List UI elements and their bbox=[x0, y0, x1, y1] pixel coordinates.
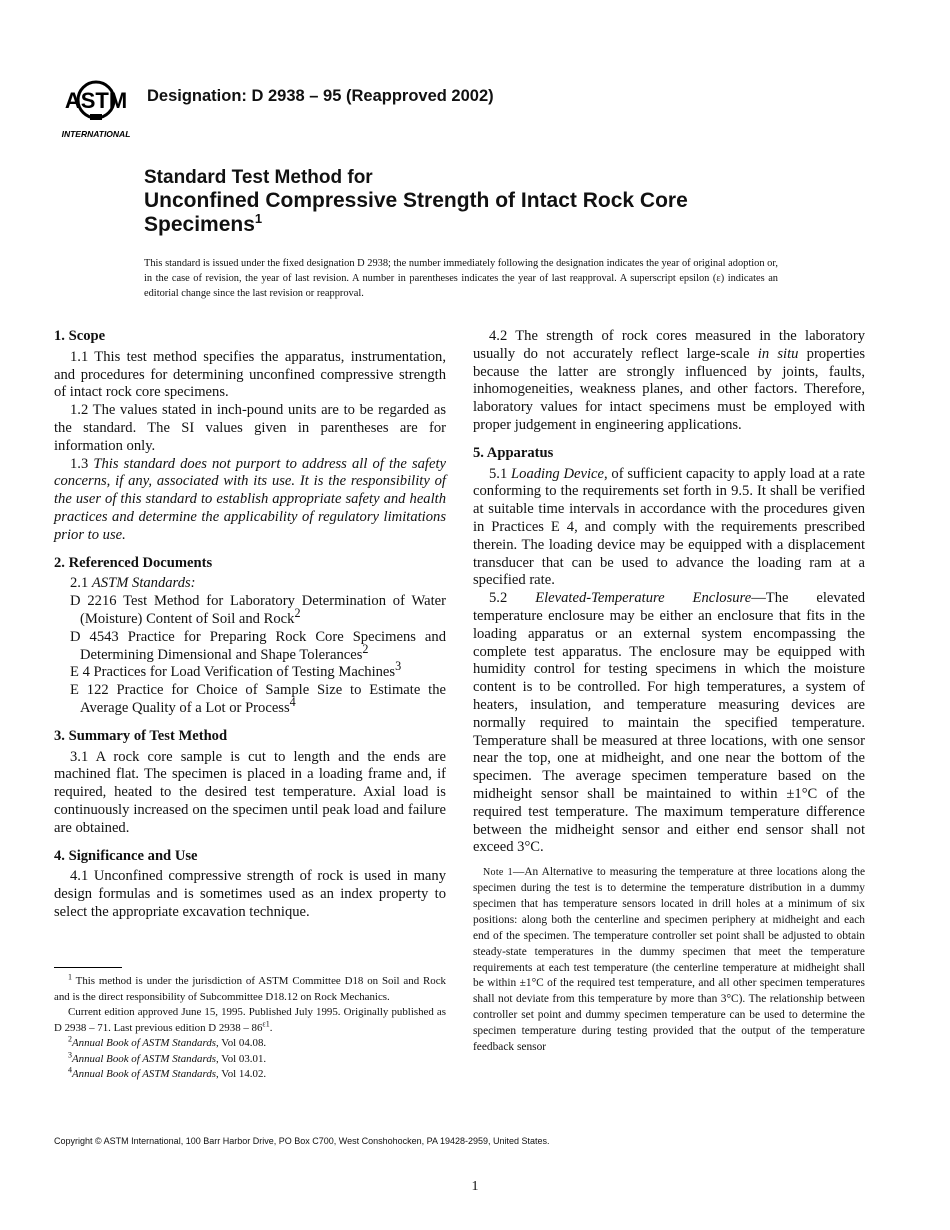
paragraph-1-3 bbox=[54, 456, 446, 545]
title-line-3 bbox=[144, 213, 844, 237]
emphasis: Annual Book of ASTM Standards bbox=[72, 1052, 216, 1065]
reference-item bbox=[54, 593, 446, 629]
paragraph-5-2 bbox=[473, 590, 865, 857]
paragraph-1-2: 1.2 The values stated in inch-pound units are to be regarded as the standard. The SI values given in parentheses are for information only. bbox=[54, 402, 446, 454]
footnote-text: , Vol 03.01. bbox=[216, 1052, 267, 1065]
title-line-1: Standard Test Method for bbox=[144, 167, 373, 188]
footnote-marker: 3 bbox=[68, 1049, 72, 1059]
footnote-marker: ε1 bbox=[262, 1018, 270, 1028]
note-label: Note 1 bbox=[483, 867, 513, 879]
title-block bbox=[144, 167, 844, 237]
emphasis: Elevated-Temperature Enclosure bbox=[535, 590, 752, 607]
paragraph-3-1: 3.1 A rock core sample is cut to length and the ends are machined flat. The specimen is placed in a loading frame and, if required, heated to the desired test temperature. Axial load is continuously increased on the specimen until peak load and failure are obtained. bbox=[54, 748, 446, 836]
reference-text: D 4543 Practice for Preparing Rock Core Specimens and Determining Dimensional and Shape Tolerances bbox=[70, 628, 446, 663]
logo-wordmark: ASTM bbox=[64, 88, 128, 113]
text-run: —The elevated temperature enclosure may be either an enclosure that fits in the loading apparatus or an external system encompassing the complete test apparatus. The enclosure may be equipped with humidity control for testing specimens in which the moisture content is to be controlled. For high temperatures, a system of heaters, insulation, and temperature measuring devices are normally required to maintain the specified temperature. Temperature shall be measured at three locations, with one sensor near the top, one at midheight, and one near the bottom of the specimen. The average specimen temperature based on the midheight sensor shall be maintained to within ±1°C of the required test temperature. The maximum temperature difference between the midheight sensor and either end sensor shall not exceed 3°C. bbox=[473, 590, 866, 856]
left-column bbox=[54, 328, 446, 922]
reference-item bbox=[54, 629, 446, 665]
section-heading-summary: 3. Summary of Test Method bbox=[54, 727, 228, 744]
right-column bbox=[473, 328, 865, 1056]
paragraph-1-1: 1.1 This test method specifies the apparatus, instrumentation, and procedures for determining unconfined compressive strength of intact rock core specimens. bbox=[54, 348, 446, 401]
footnote-ref: 2 bbox=[362, 641, 369, 656]
logo-subtext: INTERNATIONAL bbox=[61, 129, 131, 139]
astm-logo-icon bbox=[57, 74, 135, 142]
page-number: 1 bbox=[471, 1179, 479, 1194]
emphasis: Annual Book of ASTM Standards bbox=[72, 1037, 216, 1049]
text-run: properties because the latter are strongly influenced by joints, faults, inhomogeneities, weakness planes, and other factors. Therefore, laboratory values for intact specimens must be employed with proper judgement in engineering applications. bbox=[473, 345, 865, 433]
paragraph-number: 5.1 bbox=[489, 465, 512, 482]
footnote-text: . bbox=[269, 1021, 273, 1034]
footnotes bbox=[54, 974, 446, 1083]
paragraph-number: 1.3 bbox=[70, 455, 94, 472]
safety-caveat: This standard does not purport to address all of the safety concerns, if any, associated with its use. It is the responsibility of the user of this standard to establish appropriate safety and health practices and determine the applicability of regulatory limitations prior to use. bbox=[54, 455, 446, 543]
designation: Designation: D 2938 – 95 (Reapproved 2002) bbox=[147, 87, 494, 105]
astm-logo bbox=[57, 74, 135, 142]
paragraph-2-1 bbox=[54, 575, 446, 593]
footnote-ref: 2 bbox=[294, 606, 301, 621]
emphasis: in situ bbox=[757, 345, 799, 362]
footnote-1 bbox=[54, 974, 446, 1005]
paragraph-5-1 bbox=[473, 466, 865, 591]
copyright-notice: Copyright © ASTM International, 100 Barr Harbor Drive, PO Box C700, West Conshohocken, PA 19428-2959, United States. bbox=[54, 1136, 550, 1146]
footnote-text: , Vol 14.02. bbox=[216, 1068, 267, 1080]
note-1 bbox=[473, 865, 865, 1056]
paragraph-4-2 bbox=[473, 328, 865, 435]
footnote-marker: 4 bbox=[68, 1065, 72, 1075]
section-heading-referenced-documents: 2. Referenced Documents bbox=[54, 554, 213, 571]
paragraph-number: 5.2 bbox=[489, 590, 536, 607]
section-heading-significance: 4. Significance and Use bbox=[54, 847, 198, 864]
issue-note: This standard is issued under the fixed designation D 2938; the number immediately following the designation indicates the year of original adoption or, in the case of revision, the year of last revision. A number in parentheses indicates the year of last reapproval. A superscript epsilon (ε) indicates an editorial change since the last revision or reapproval. bbox=[144, 258, 778, 299]
footnote-4 bbox=[54, 1067, 446, 1083]
footnote-text: Current edition approved June 15, 1995. Published July 1995. Originally published as D 2938 – 71. Last previous edition D 2938 – 86 bbox=[54, 1006, 446, 1034]
reference-text: E 122 Practice for Choice of Sample Size to Estimate the Average Quality of a Lot or Process bbox=[70, 682, 446, 716]
footnote-divider bbox=[54, 967, 122, 968]
footnote-text: This method is under the jurisdiction of ASTM Committee D18 on Soil and Rock and is the direct responsibility of Subcommittee D18.12 on Rock Mechanics. bbox=[54, 975, 446, 1003]
emphasis: Loading Device bbox=[511, 465, 604, 482]
title-line-3-text: Specimens bbox=[144, 213, 255, 236]
emphasis: Annual Book of ASTM Standards bbox=[72, 1068, 216, 1080]
reference-item bbox=[54, 659, 446, 682]
paragraph-number: 2.1 bbox=[70, 575, 92, 592]
title-footnote-ref: 1 bbox=[254, 211, 263, 226]
footnote-marker: 2 bbox=[68, 1034, 72, 1044]
footnote-3 bbox=[54, 1049, 446, 1068]
astm-standards-label: ASTM Standards: bbox=[91, 575, 196, 592]
paragraph-4-1: 4.1 Unconfined compressive strength of rock is used in many design formulas and is sometimes used as an index property to select the appropriate excavation technique. bbox=[54, 868, 446, 920]
text-run: , of sufficient capacity to apply load at a rate conforming to the requirements set forth in 9.5. It shall be verified at suitable time intervals in accordance with the procedures given in Practices E 4, and comply with the requirements prescribed therein. The loading device may be equipped with a displacement transducer that can be used to advance the loading ram at a specified rate. bbox=[473, 465, 865, 589]
section-heading-scope: 1. Scope bbox=[54, 328, 106, 344]
reference-text: E 4 Practices for Load Verification of Testing Machines bbox=[70, 664, 396, 681]
footnote-2 bbox=[54, 1036, 446, 1052]
footnote-ref: 3 bbox=[395, 659, 402, 674]
footnote-text: , Vol 04.08. bbox=[216, 1037, 267, 1049]
reference-item bbox=[54, 682, 446, 718]
text-run: 4.2 The strength of rock cores measured in the laboratory usually do not accurately reflect large-scale bbox=[473, 328, 865, 362]
reference-text: D 2216 Test Method for Laboratory Determination of Water (Moisture) Content of Soil and Rock bbox=[70, 593, 446, 627]
footnote-1-continued bbox=[54, 1005, 446, 1036]
footnote-marker: 1 bbox=[68, 972, 72, 982]
title-line-2: Unconfined Compressive Strength of Intact Rock Core bbox=[144, 189, 688, 212]
footnote-ref: 4 bbox=[289, 695, 296, 710]
section-heading-apparatus: 5. Apparatus bbox=[473, 444, 554, 461]
note-text: —An Alternative to measuring the temperature at three locations along the specimen during the test is to determine the temperature distribution in a dummy specimen that has temperature sensors located in drill holes at a minimum of six positions: along both the centerline and specimen periphery at midheight and each end of the specimen. The temperature controller set point shall be adjusted to obtain steady-state temperatures in the dummy specimen that meet the temperature requirements at each test temperature (the centerline temperature at midheight shall be within ±1°C of the required test temperature, and all other specimen temperatures shall not deviate from this temperature by more than 3°C). The relationship between controller set point and dummy specimen temperature can be used to determine the specimen temperature during testing provided that the output of the temperature feedback sensor bbox=[473, 866, 865, 1054]
